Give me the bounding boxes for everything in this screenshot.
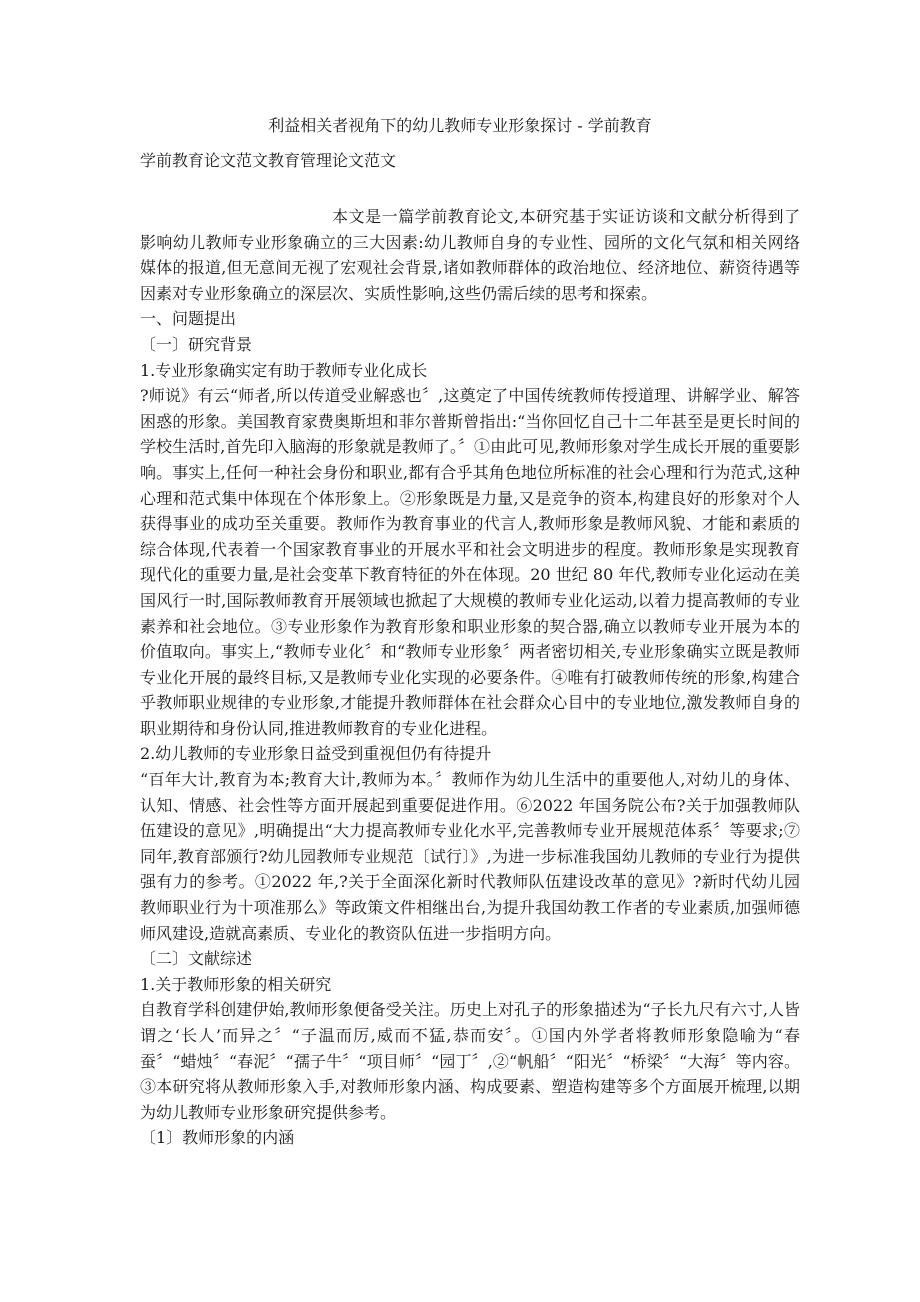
topic-heading: 2.幼儿教师的专业形象日益受到重视但仍有待提升 (140, 744, 492, 764)
topic-heading: 1.专业形象确实定有助于教师专业化成长 (140, 360, 428, 380)
topic-heading: 1.关于教师形象的相关研究 (140, 974, 332, 994)
subsection-heading: 〔二〕文献综述 (140, 949, 253, 969)
document-body (140, 204, 800, 1151)
document-subtitle: 学前教育论文范文教育管理论文范文 (140, 151, 397, 170)
document-title: 利益相关者视角下的幼儿教师专业形象探讨 - 学前教育 (268, 116, 652, 135)
section-heading: 一、问题提出 (140, 309, 237, 329)
abstract-paragraph: 本文是一篇学前教育论文,本研究基于实证访谈和文献分析得到了影响幼儿教师专业形象确立的三大因素:幼儿教师自身的专业性、园所的文化气氛和相关网络媒体的报道,但无意间无视了宏观社会背景,诸如教师群体的政治地位、经济地位、薪资待遇等因素对专业形象确立的深层次、实质性影响,这些仍需后续的思考和探索。 (140, 207, 800, 303)
topic-heading: 〔1〕教师形象的内涵 (140, 1128, 295, 1148)
body-paragraph: 自教育学科创建伊始,教师形象便备受关注。历史上对孔子的形象描述为“子长九尺有六寸,人皆谓之‘长人’而异之〞“子温而厉,威而不猛,恭而安〞。①国内外学者将教师形象隐喻为“春蚕〞“蜡烛〞“春泥〞“孺子牛〞“项目师〞“园丁〞,②“帆船〞“阳光〞“桥梁〞“大海〞等内容。③本研究将从教师形象入手,对教师形象内涵、构成要素、塑造构建等多个方面展开梳理,以期为幼儿教师专业形象研究提供参考。 (140, 1000, 800, 1122)
subsection-heading: 〔一〕研究背景 (140, 334, 253, 354)
body-paragraph: “百年大计,教育为本;教育大计,教师为本。〞教师作为幼儿生活中的重要他人,对幼儿的身体、认知、情感、社会性等方面开展起到重要促进作用。⑥2022 年国务院公布?关于加强教师队伍建设的意见》,明确提出“大力提高教师专业化水平,完善教师专业开展规范体系〞等要求;⑦同年,教育部颁行?幼儿园教师专业规范〔试行〕》,为进一步标准我国幼儿教师的专业行为提供强有力的参考。①2022 年,?关于全面深化新时代教师队伍建设改革的意见》?新时代幼儿园教师职业行为十项准那么》等政策文件相继出台,为提升我国幼教工作者的专业素质,加强师德师风建设,造就高素质、专业化的教资队伍进一步指明方向。 (140, 770, 800, 943)
body-paragraph: ?师说》有云“师者,所以传道受业解惑也〞,这奠定了中国传统教师传授道理、讲解学业、解答困惑的形象。美国教育家费奥斯坦和菲尔普斯曾指出:“当你回忆自己十二年甚至是更长时间的学校生活时,首先印入脑海的形象就是教师了。〞①由此可见,教师形象对学生成长开展的重要影响。事实上,任何一种社会身份和职业,都有合乎其角色地位所标准的社会心理和行为范式,这种心理和范式集中体现在个体形象上。②形象既是力量,又是竞争的资本,构建良好的形象对个人获得事业的成功至关重要。教师作为教育事业的代言人,教师形象是教师风貌、才能和素质的综合体现,代表着一个国家教育事业的开展水平和社会文明进步的程度。教师形象是实现教育现代化的重要力量,是社会变革下教育特征的外在体现。20 世纪 80 年代,教师专业化运动在美国风行一时,国际教师教育开展领域也掀起了大规模的教师专业化运动,以着力提高教师的专业素养和社会地位。③专业形象作为教育形象和职业形象的契合器,确立以教师专业开展为本的价值取向。事实上,“教师专业化〞和“教师专业形象〞两者密切相关,专业形象确实立既是教师专业化开展的最终目标,又是教师专业化实现的必要条件。④唯有打破教师传统的形象,构建合乎教师职业规律的专业形象,才能提升教师群体在社会群众心目中的专业地位,激发教师自身的职业期待和身份认同,推进教师教育的专业化进程。 (140, 386, 800, 738)
